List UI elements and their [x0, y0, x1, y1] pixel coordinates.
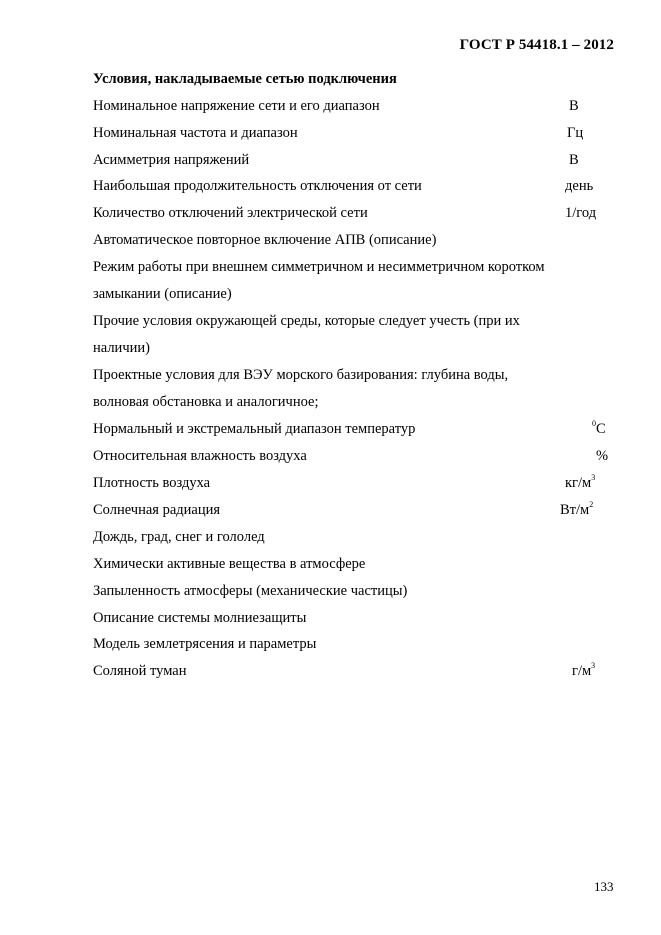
unit-text: В	[569, 98, 579, 114]
row-max-outage-duration: Наибольшая продолжительность отключения от сети	[93, 178, 422, 194]
unit-day	[565, 178, 593, 195]
unit-hertz	[567, 125, 583, 142]
unit-percent	[596, 448, 608, 465]
row-lightning-protection: Описание системы молниезащиты	[93, 610, 307, 626]
row-short-circuit-mode-line1: Режим работы при внешнем симметричном и несимметричном коротком	[93, 259, 545, 275]
unit-volt	[569, 98, 579, 115]
unit-text: г/м	[572, 663, 592, 679]
unit-per-year	[565, 205, 596, 222]
unit-superscript: 0	[592, 419, 596, 428]
unit-text: 1/год	[565, 205, 597, 221]
unit-text: %	[596, 448, 609, 464]
unit-text: Гц	[567, 125, 584, 141]
unit-text: С	[596, 421, 606, 437]
row-other-conditions-line1: Прочие условия окружающей среды, которые следует учесть (при их	[93, 313, 520, 329]
unit-superscript: 2	[589, 500, 594, 509]
row-offshore-design-line2: волновая обстановка и аналогичное;	[93, 394, 319, 410]
section-title: Условия, накладываемые сетью подключения	[93, 71, 397, 87]
unit-superscript: 3	[591, 661, 596, 670]
row-nominal-frequency: Номинальная частота и диапазон	[93, 125, 298, 141]
row-short-circuit-mode-line2: замыкании (описание)	[93, 286, 232, 302]
unit-volt-asymmetry	[569, 152, 579, 169]
unit-w-per-m2	[560, 502, 593, 519]
unit-celsius	[592, 421, 606, 438]
page-number: 133	[594, 879, 614, 894]
unit-text: В	[569, 152, 579, 168]
unit-text: кг/м	[565, 475, 592, 491]
row-voltage-asymmetry: Асимметрия напряжений	[93, 152, 250, 168]
row-dust-content: Запыленность атмосферы (механические частицы)	[93, 583, 408, 599]
row-precipitation: Дождь, град, снег и гололед	[93, 529, 265, 545]
row-salt-fog: Соляной туман	[93, 663, 187, 679]
row-other-conditions-line2: наличии)	[93, 340, 150, 356]
unit-text: Вт/м	[560, 502, 590, 518]
row-offshore-design-line1: Проектные условия для ВЭУ морского базирования: глубина воды,	[93, 367, 509, 383]
unit-g-per-m3	[572, 663, 595, 680]
row-nominal-voltage: Номинальное напряжение сети и его диапазон	[93, 98, 380, 114]
row-earthquake-model: Модель землетрясения и параметры	[93, 636, 317, 652]
page-header: ГОСТ Р 54418.1 – 2012	[459, 37, 614, 53]
row-chemical-substances: Химически активные вещества в атмосфере	[93, 556, 366, 572]
row-relative-humidity: Относительная влажность воздуха	[93, 448, 307, 464]
row-solar-radiation: Солнечная радиация	[93, 502, 221, 518]
unit-superscript: 3	[591, 473, 596, 482]
row-air-density: Плотность воздуха	[93, 475, 211, 491]
row-outage-count: Количество отключений электрической сети	[93, 205, 368, 221]
unit-kg-per-m3	[565, 475, 595, 492]
unit-text: день	[565, 178, 594, 194]
row-auto-reclose: Автоматическое повторное включение АПВ (описание)	[93, 232, 437, 248]
row-temperature-range: Нормальный и экстремальный диапазон температур	[93, 421, 416, 437]
